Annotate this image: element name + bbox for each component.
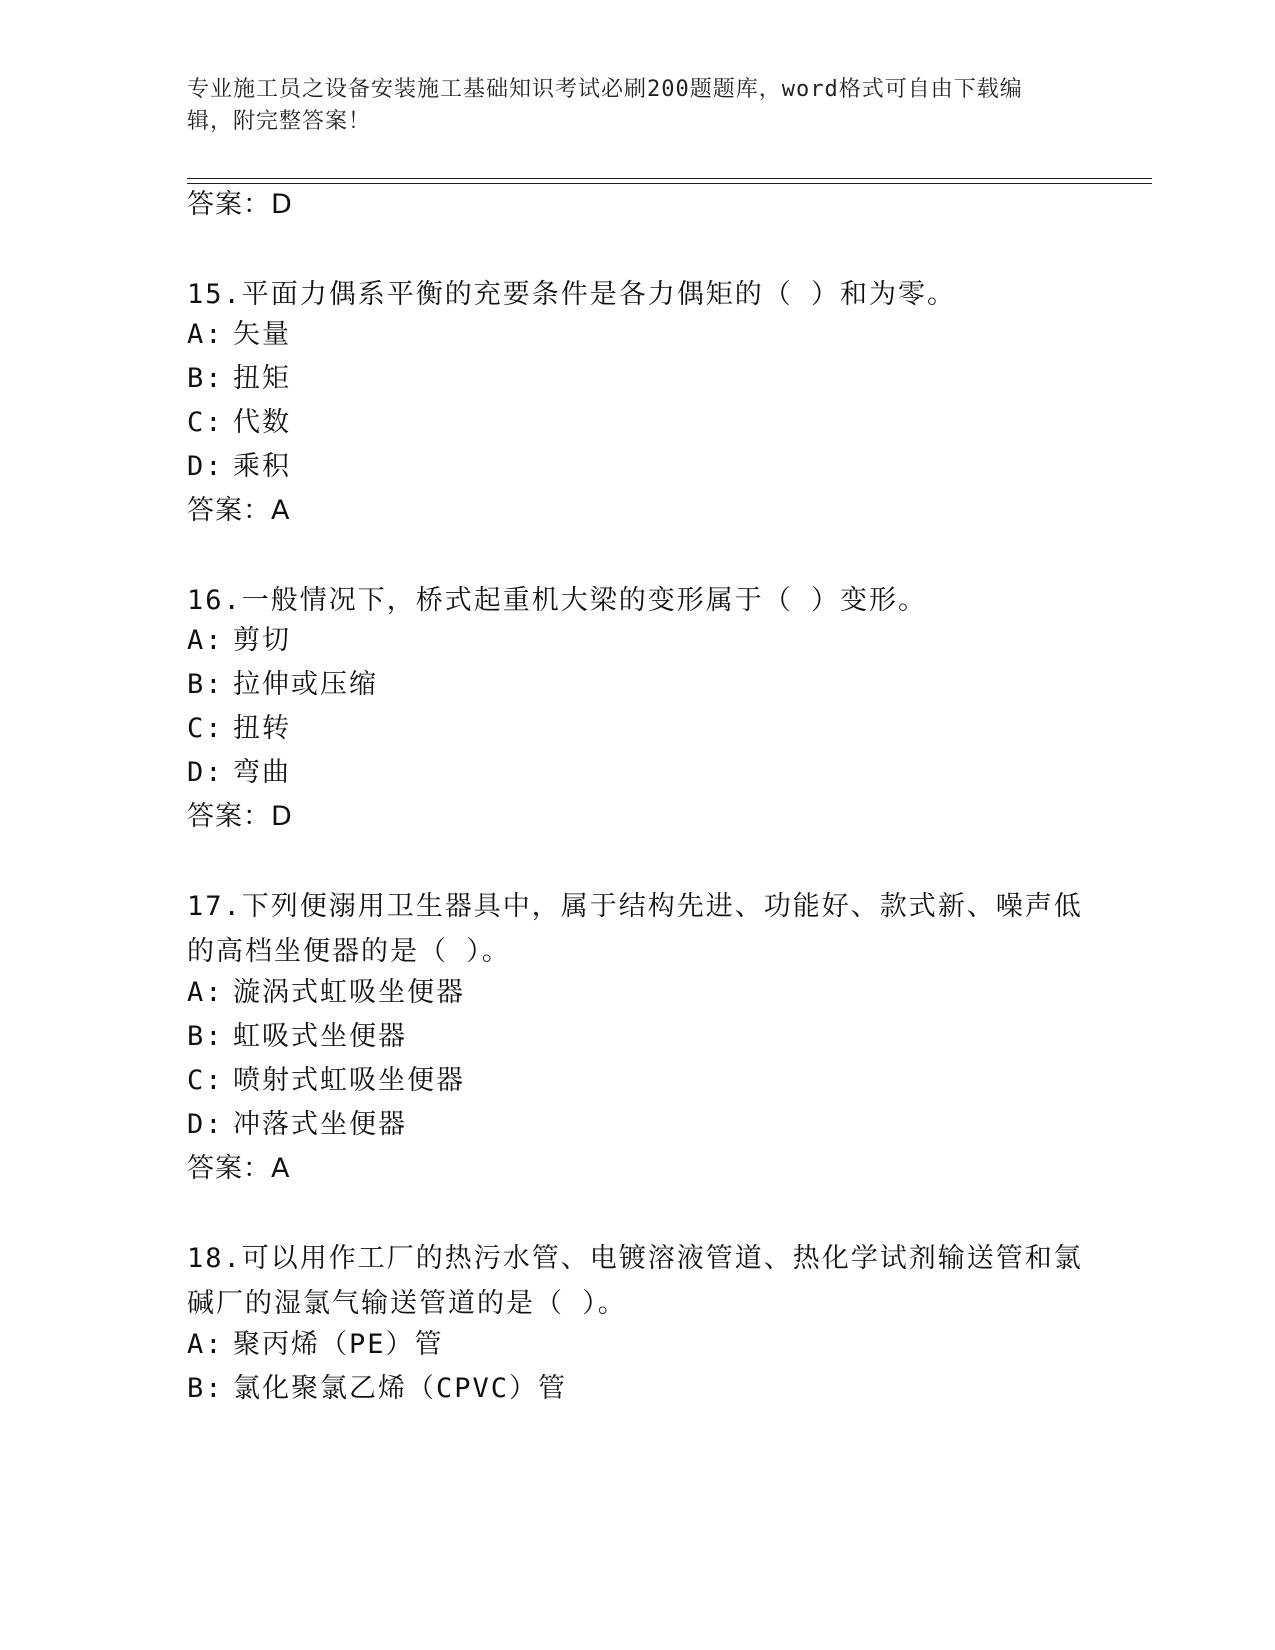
option-c (187, 1064, 465, 1098)
option-a (187, 1328, 444, 1362)
question-stem: 15.平面力偶系平衡的充要条件是各力偶矩的（ ）和为零。 (187, 279, 957, 310)
header-divider-line (187, 178, 1152, 179)
option-letter: C: (187, 407, 224, 438)
option-d (187, 756, 291, 790)
option-letter: B: (187, 1021, 224, 1052)
question-stem: 17.下列便溺用卫生器具中，属于结构先进、功能好、款式新、噪声低的高档坐便器的是（ ）。 (187, 891, 1083, 967)
option-a (187, 318, 291, 352)
option-text: 乘积 (233, 451, 291, 482)
option-text: 拉伸或压缩 (233, 669, 378, 700)
option-text: 漩涡式虹吸坐便器 (233, 977, 465, 1008)
option-a (187, 624, 291, 658)
document-header-title: 专业施工员之设备安装施工基础知识考试必刷200题题库，word格式可自由下载编辑，附完整答案！ (187, 77, 1023, 134)
option-letter: D: (187, 1109, 224, 1140)
option-text: 喷射式虹吸坐便器 (233, 1065, 465, 1096)
option-letter: B: (187, 1373, 224, 1404)
answer-line: 答案：D (187, 801, 293, 832)
option-b (187, 1020, 407, 1054)
option-b (187, 362, 291, 396)
option-text: 弯曲 (233, 757, 291, 788)
question-stem: 16.一般情况下，桥式起重机大梁的变形属于（ ）变形。 (187, 585, 928, 616)
option-a (187, 976, 465, 1010)
option-d (187, 450, 291, 484)
option-text: 冲落式坐便器 (233, 1109, 407, 1140)
answer-line: 答案：A (187, 1153, 291, 1184)
option-letter: B: (187, 363, 224, 394)
option-letter: A: (187, 977, 224, 1008)
option-letter: C: (187, 713, 224, 744)
option-letter: A: (187, 625, 224, 656)
option-b (187, 1372, 567, 1406)
option-c (187, 712, 291, 746)
question-stem: 18.可以用作工厂的热污水管、电镀溶液管道、热化学试剂输送管和氯碱厂的湿氯气输送管道的是（ ）。 (187, 1243, 1083, 1319)
option-d (187, 1108, 407, 1142)
answer-line: 答案：D (187, 189, 293, 220)
option-text: 剪切 (233, 625, 291, 656)
option-b (187, 668, 378, 702)
option-letter: A: (187, 319, 224, 350)
answer-line: 答案：A (187, 495, 291, 526)
option-text: 扭转 (233, 713, 291, 744)
option-text: 扭矩 (233, 363, 291, 394)
header-divider-line-2 (187, 183, 1152, 184)
option-letter: B: (187, 669, 224, 700)
option-letter: D: (187, 451, 224, 482)
option-c (187, 406, 291, 440)
option-letter: D: (187, 757, 224, 788)
option-text: 聚丙烯（PE）管 (233, 1329, 444, 1360)
option-text: 代数 (233, 407, 291, 438)
option-letter: A: (187, 1329, 224, 1360)
option-text: 氯化聚氯乙烯（CPVC）管 (233, 1373, 568, 1404)
option-text: 虹吸式坐便器 (233, 1021, 407, 1052)
option-letter: C: (187, 1065, 224, 1096)
option-text: 矢量 (233, 319, 291, 350)
